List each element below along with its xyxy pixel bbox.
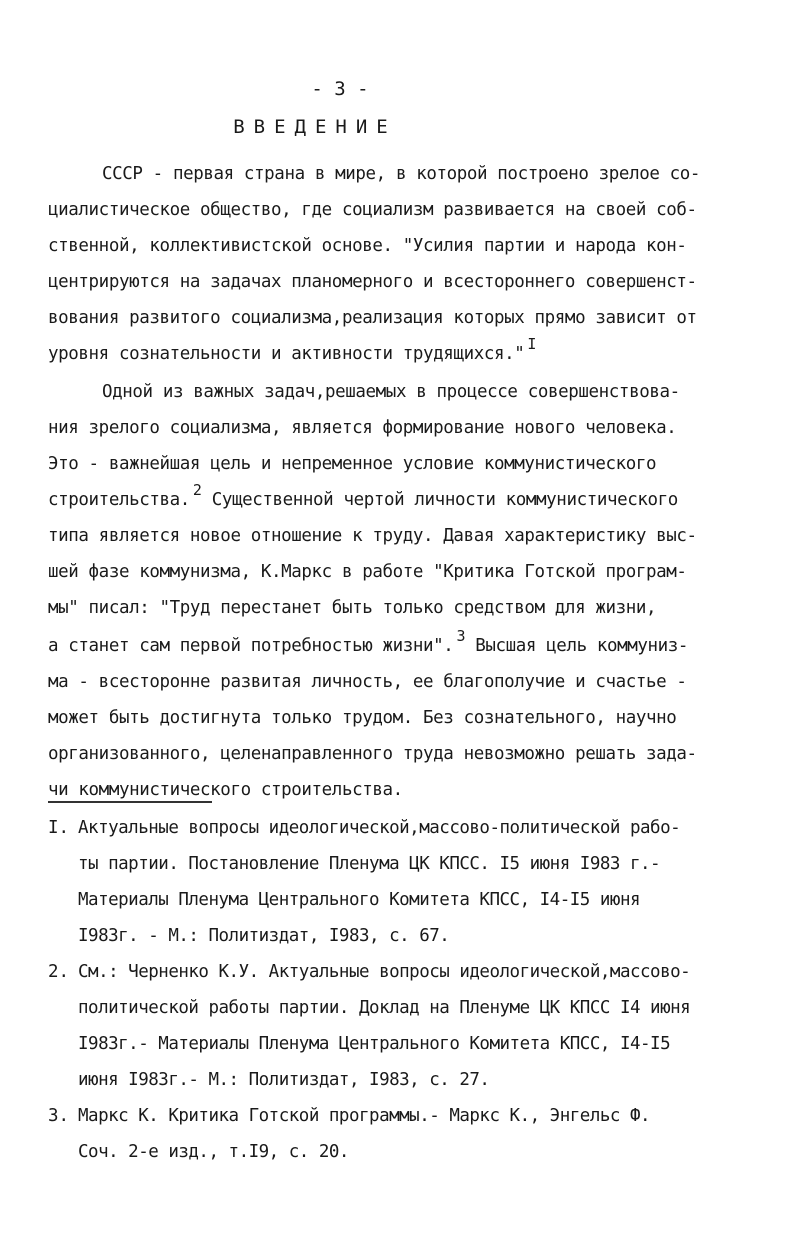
text-line: вования развитого социализма,реализация которых прямо зависит от [48,308,697,328]
text-line: шей фазе коммунизма, К.Маркс в работе "Критика Готской програм- [48,562,687,582]
footnote-line: Маркс К. Критика Готской программы.- Маркс К., Энгельс Ф. [78,1106,651,1126]
text-line: СССР - первая страна в мире, в которой построено зрелое со- [102,164,701,184]
text-line: организованного, целенаправленного труда невозможно решать зада- [48,744,697,764]
text-line: центрируются на задачах планомерного и всестороннего совершенст- [48,272,697,292]
footnote-line: Актуальные вопросы идеологической,массово-политической рабо- [78,818,681,838]
page-number: - 3 - [311,78,369,100]
footnote-number: I. [48,818,70,838]
text-span: а станет сам первой потребностью жизни". [48,636,454,656]
footnote-ref-2: 2 [192,481,202,499]
text-line: чи коммунистического строительства. [48,780,403,800]
text-line: Это - важнейшая цель и непременное условие коммунистического [48,454,657,474]
footnote-line: Соч. 2-е изд., т.I9, с. 20. [78,1142,349,1162]
footnote-line: I983г. - М.: Политиздат, I983, с. 67. [78,926,450,946]
footnote-number: 2. [48,962,70,982]
text-span: строительства. [48,490,190,510]
footnote-line: ты партии. Постановление Пленума ЦК КПСС. I5 июня I983 г.- [78,854,661,874]
text-line: ма - всесторонне развитая личность, ее благополучие и счастье - [48,672,687,692]
text-line: типа является новое отношение к труду. Давая характеристику выс- [48,526,697,546]
footnote-line: политической работы партии. Доклад на Пленуме ЦК КПСС I4 июня [78,998,691,1018]
footnote-ref-1: I [527,335,537,353]
footnote-line: I983г.- Материалы Пленума Центрального Комитета КПСС, I4-I5 [78,1034,671,1054]
text-span: Высшая цель коммуниз- [475,636,689,656]
text-line [48,627,758,656]
text-line: ственной, коллективистской основе. "Усилия партии и народа кон- [48,236,687,256]
text-span: уровня сознательности и активности трудящихся." [48,344,525,364]
text-line [48,335,758,364]
text-line: циалистическое общество, где социализм развивается на своей соб- [48,200,697,220]
section-heading: ВВЕДЕНИЕ [233,116,397,138]
footnote-line: См.: Черненко К.У. Актуальные вопросы идеологической,массово- [78,962,691,982]
footnote-number: 3. [48,1106,70,1126]
text-line: может быть достигнута только трудом. Без сознательного, научно [48,708,677,728]
text-span: Существенной чертой личности коммунистического [211,490,678,510]
footnote-ref-3: 3 [456,627,466,645]
footnote-line: Материалы Пленума Центрального Комитета КПСС, I4-I5 июня [78,890,641,910]
text-line [48,481,758,510]
text-line: Одной из важных задач,решаемых в процессе совершенствова- [102,382,680,402]
footnote-line: июня I983г.- М.: Политиздат, I983, с. 27. [78,1070,490,1090]
text-line: ния зрелого социализма, является формирование нового человека. [48,418,677,438]
text-line: мы" писал: "Труд перестанет быть только средством для жизни, [48,598,657,618]
footnote-divider [48,801,212,803]
